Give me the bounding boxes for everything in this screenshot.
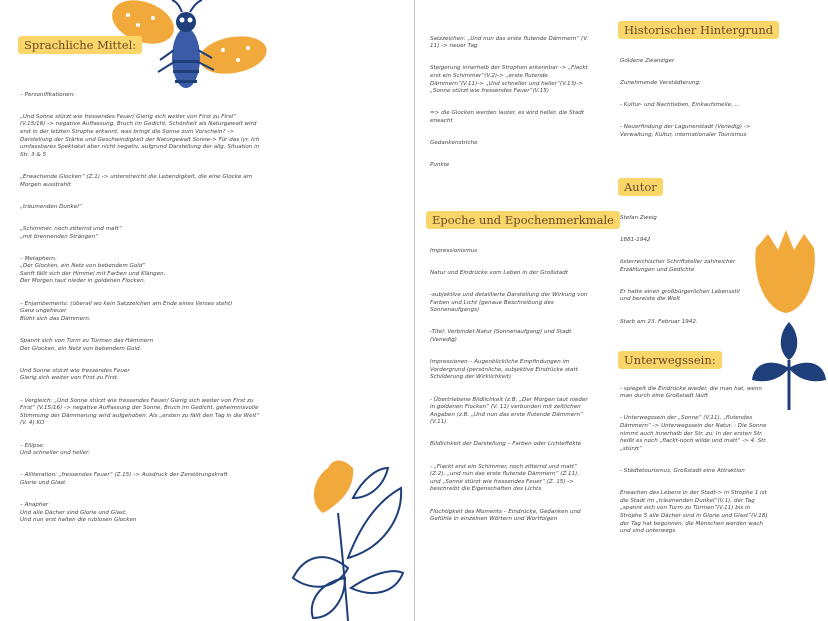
- paragraph: Stefan Zweig: [620, 214, 657, 221]
- paragraph: „träumenden Dunkel“: [20, 203, 82, 210]
- paragraph: Impressionismus: [430, 247, 478, 254]
- paragraph: – Alliteration: „fressendes Feuer“ (Z.15) -> Ausdruck der Zerstörungskraft Glorie und Glast.: [20, 472, 228, 486]
- paragraph: Und Sonne stürzt wie fressendes Feuer Gierig sich weiter von First zu First.: [20, 367, 130, 382]
- heading-unterwegssein: [612, 351, 728, 369]
- paragraph: Flüchtigkeit des Moments – Eindrücke, Gedanken und Gefühle in einzelnen Wörtern und Wortfolgen: [430, 508, 581, 523]
- paragraph: Spannt sich von Turm zu Türmen das Hämmern Der Glocken, ein Netz von bebendem Gold.: [20, 338, 154, 352]
- middle-bottom-text: [430, 240, 590, 538]
- paragraph: => die Glocken werden lauter, es wird heller, die Stadt erwacht: [430, 110, 585, 124]
- paragraph: – Ellipse: Und schneller und heller.: [20, 442, 90, 457]
- heading-autor: [612, 178, 669, 196]
- paragraph: „Schimmer, noch zitternd und matt“ „mit brennenden Strängen“: [20, 225, 122, 240]
- paragraph: österreichischer Schriftsteller zahlreicher Erzählungen und Gedichte: [620, 258, 736, 273]
- paragraph: – Anapher Und alle Dächer sind Glorie und Glast. Und nun erst halten die rublosen Glocken: [20, 502, 137, 524]
- paragraph: Gedankenstriche: [430, 140, 478, 147]
- unterwegssein-text: [620, 378, 770, 550]
- paragraph: – Metaphern: „Der Glocken, ein Netz von bebendem Gold“ Sanft fällt sich der Himmel mit Farben und Klängen. Der Morgen taut nieder in goldenen Flocken.: [20, 255, 166, 285]
- heading-epoche: [420, 211, 626, 229]
- paragraph: „Und Sonne stürzt wie fressendes Feuer/ Gierig sich weiter von First zu First“ (V.15/16) -> negative Auffassung, Bruch im Gedicht, Schönheit als Naturgewalt wird erst in der letzten Strophe erkannt, was bringt die Sonne zum Vorschein? -> Darstellung der Stärke und Geschwindigkeit der Naturgewalt Sonne-> Für das lyr. Ich umfassbares Spektakel aber nicht negativ, aufgrund Darstellung der allg. Situation in Str. 3 & 5: [20, 113, 260, 158]
- paragraph: Punkte: [430, 162, 450, 169]
- paragraph: - Neuerfindung der Lagunenstadt (Venedig) -> Verwaltung, Kultur, internationaler Tourismus: [620, 124, 751, 138]
- paragraph: Starb am 23. Februar 1942.: [620, 318, 698, 325]
- paragraph: -Titel: Verbindet Natur (Sonnenaufgang) und Stadt (Venedig): [430, 329, 572, 343]
- leafy-plant-icon: [283, 458, 409, 621]
- paragraph: – Enjambements: (überall wo kein Satzzeichen am Ende eines Verses steht) Ganz ungeheuer Blüht sich das Dämmern.: [20, 300, 233, 322]
- paragraph: Er hatte einen großbürgerlichen Lebensstil und bereiste die Welt: [620, 288, 740, 303]
- paragraph: Impressionen – Augenblickliche Empfindungen im Vordergrund (persönliche, subjektive Eindrücke statt Schilderung der Wirklichkeit): [430, 359, 578, 381]
- heading-historischer-hintergrund: [612, 21, 785, 39]
- paragraph: - Städtetourismus, Großstadt eine Attraktion: [620, 467, 745, 474]
- heading-text: Autor: [618, 178, 663, 196]
- historical-text: [620, 50, 765, 154]
- tulip-orange-icon: [748, 228, 822, 318]
- paragraph: Bildlichkeit der Darstellung – Farben oder Lichteffekte: [430, 441, 582, 448]
- paragraph: Goldene Zwanziger: [620, 57, 675, 64]
- heading-text: Sprachliche Mittel:: [18, 36, 142, 54]
- left-column-text: [20, 84, 260, 540]
- paragraph: - Übertriebene Bildlichkeit (z.B. „Der Morgen taut nieder in goldenen Flocken“ (V. 11) verbunden mit zeitlichen Angaben (z.B. „Und nun das erste flutende Dämmern“ (V.11): [430, 396, 588, 426]
- paragraph: - spiegelt die Eindrücke wieder, die man hat, wenn man durch eine Großstadt läuft: [620, 385, 762, 400]
- paragraph: Erwachen des Lebens in der Stadt-> in Strophe 1 ist die Stadt im „träumenden Dunkel“(V.1), der Tag „spannt sich von Turm zu Türmen“(V.11) bis in Strophe 5 alle Dächer sind in Glorie und Glast“(V.18) der Tag hat begonnen, die Menschen werden wach und sind unterwegs: [620, 490, 768, 535]
- paragraph: – Vergleich: „Und Sonne stürzt wie fressendes Feuer/ Gierig sich weiter von First zu First“ (V.15/16) -> negative Auffassung der Sonne, Bruch im Gedicht, geheimnisvolle Stimmung der Dämmerung wird aufgehoben. Als „ersten zu fällt den Tag in die Welt“ (V. 4) KO: [20, 397, 260, 427]
- paragraph: - Kultur- und Nachtleben, Einkaufsmeile, ...: [620, 101, 740, 108]
- paragraph: -subjektive und detaillierte Darstellung der Wirkung von Farben und Licht (genaue Beschreibung des Sonnenaufgangs): [430, 291, 588, 314]
- heading-sprachliche-mittel: [12, 36, 148, 54]
- paragraph: „Erwachende Glocken“ (Z.1) -> unterstreicht die Lebendigkeit, die eine Glocke am Morgen ausstrahlt: [20, 173, 253, 188]
- heading-text: Unterwegssein:: [618, 351, 722, 369]
- paragraph: Satzzeichen: „Und nun das erste flutende Dämmern“ (V. 11) -> neuer Tag: [430, 35, 589, 50]
- paragraph: – Personifikationen:: [20, 91, 75, 98]
- middle-top-text: [430, 28, 590, 185]
- paragraph: Natur und Eindrücke vom Leben in der Großstadt: [430, 269, 569, 276]
- paragraph: - Unterwegssein der „Sonne“ (V.11), „flutendes Dämmern“ -> Unterwegssein der Natur. : Die Sonne nimmt auch innerhalb der Str. zu: In der ersten Str. heißt es noch „flackt-noch wilde und matt“ -> 4. Str. „stürzt“: [620, 415, 767, 452]
- heading-text: Epoche und Epochenmerkmale: [426, 211, 620, 229]
- paragraph: Zunehmende Verstädterung:: [620, 79, 701, 86]
- paragraph: Steigerung innerhalb der Strophen erkennbar -> „Flackt erst ein Schimmer“(V.2)-> „erste flutende Dämmern“(V.11)-> „Und schneller und heller“(V.13)-> „Sonne stürzt wie fressendes Feuer“(V.15): [430, 65, 588, 95]
- author-text: [620, 207, 745, 341]
- paragraph: 1881-1942: [620, 236, 651, 243]
- heading-text: Historischer Hintergrund: [618, 21, 779, 39]
- paragraph: - „Flackt erst ein Schimmer, noch zitternd und matt“ (Z.2), „und nun das erste flutende Dämmern“ (Z.11), und „Sonne stürzt wie fressendes Feuer“ (Z. 15) -> beschreibt die Eigenschaften des Lichts: [430, 463, 580, 493]
- page-divider: [414, 0, 415, 621]
